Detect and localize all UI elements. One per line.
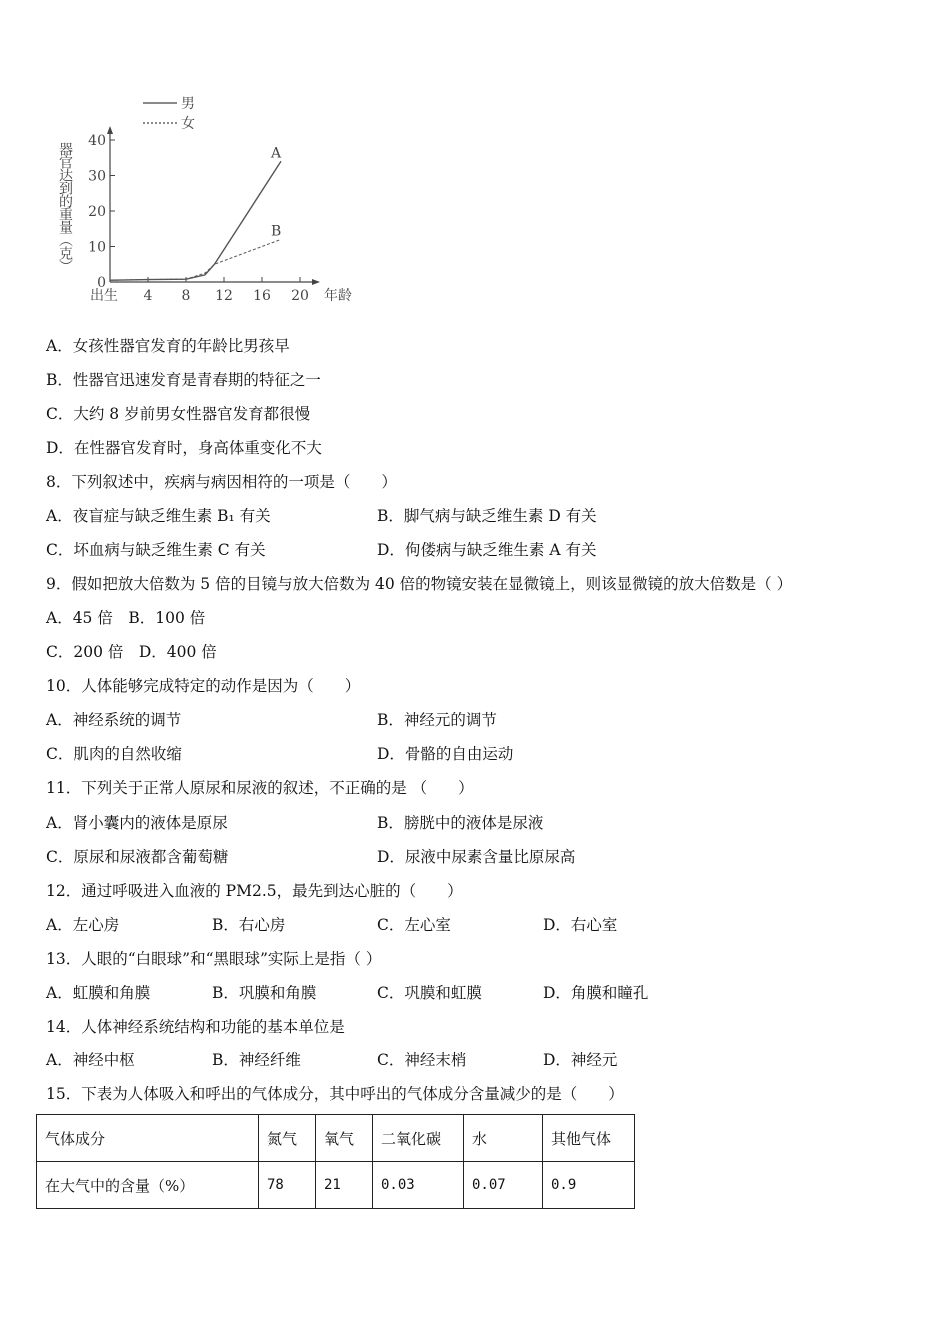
table-cell: 0.07: [464, 1162, 543, 1209]
table-header-cell: 二氧化碳: [373, 1115, 464, 1162]
series-label-a: A: [271, 145, 282, 162]
y-tick-label: 20: [88, 204, 106, 220]
legend-female: 女: [181, 116, 195, 132]
x-tick-label: 8: [181, 288, 191, 304]
y-axis-arrow: [107, 126, 113, 134]
series-label-b: B: [271, 223, 282, 240]
x-tick-label: 12: [215, 288, 233, 304]
y-tick-label: 30: [88, 168, 106, 185]
q11-option-d: D．尿液中尿素含量比原尿高: [377, 848, 576, 866]
q7-option-b: B．性器官迅速发育是青春期的特征之一: [46, 371, 321, 389]
q7-option-c: C．大约 8 岁前男女性器官发育都很慢: [46, 405, 311, 423]
series-line-b: [110, 239, 281, 280]
q8-option-a: A．夜盲症与缺乏维生素 B₁ 有关: [46, 507, 271, 525]
gas-composition-table: [36, 1114, 635, 1209]
y-axis-label: 器官达到的重量（克）: [57, 142, 73, 272]
q8-stem: 8．下列叙述中，疾病与病因相符的一项是（ ）: [46, 473, 397, 491]
q10-option-c: C．肌肉的自然收缩: [46, 745, 182, 763]
q12-stem: 12．通过呼吸进入血液的 PM2.5，最先到达心脏的（ ）: [46, 882, 463, 900]
q13-option-c: C．巩膜和虹膜: [377, 984, 482, 1002]
q8-option-c: C．坏血病与缺乏维生素 C 有关: [46, 541, 266, 559]
table-header-cell: 气体成分: [37, 1115, 259, 1162]
table-header-cell: 氮气: [259, 1115, 316, 1162]
q11-option-c: C．原尿和尿液都含葡萄糖: [46, 848, 229, 866]
x-tick-label: 4: [143, 288, 153, 304]
q13-option-d: D．角膜和瞳孔: [543, 984, 649, 1002]
q14-option-b: B．神经纤维: [212, 1051, 301, 1069]
table-header-cell: 其他气体: [543, 1115, 635, 1162]
x-tick-label: 出生: [90, 288, 118, 304]
table-cell: 在大气中的含量（%）: [37, 1162, 259, 1209]
q8-option-d: D．佝偻病与缺乏维生素 A 有关: [377, 541, 597, 559]
q11-option-a: A．肾小囊内的液体是原尿: [46, 814, 228, 832]
q12-option-c: C．左心室: [377, 916, 451, 934]
q14-option-c: C．神经末梢: [377, 1051, 467, 1069]
x-axis-arrow: [312, 279, 320, 285]
y-tick-label: 0: [97, 275, 106, 291]
table-cell: 78: [259, 1162, 316, 1209]
table-header-cell: 氧气: [316, 1115, 373, 1162]
q12-option-b: B．右心房: [212, 916, 286, 934]
legend-male: 男: [181, 96, 195, 112]
x-tick-label: 16: [253, 288, 271, 304]
table-header-cell: 水: [464, 1115, 543, 1162]
q13-stem: 13．人眼的“白眼球”和“黑眼球”实际上是指（ ）: [46, 950, 382, 968]
q9-options-cd: C．200 倍 D．400 倍: [46, 643, 217, 661]
y-tick-label: 10: [88, 239, 106, 256]
q11-stem: 11．下列关于正常人原尿和尿液的叙述，不正确的是 （ ）: [46, 779, 474, 797]
q14-stem: 14．人体神经系统结构和功能的基本单位是: [46, 1018, 345, 1036]
table-cell: 21: [316, 1162, 373, 1209]
q9-stem: 9．假如把放大倍数为 5 倍的目镜与放大倍数为 40 倍的物镜安装在显微镜上，则该显微镜的放大倍数是（ ）: [46, 575, 793, 593]
q12-option-a: A．左心房: [46, 916, 120, 934]
legend: [143, 96, 195, 132]
table-cell: 0.03: [373, 1162, 464, 1209]
table-header-row: [37, 1115, 635, 1162]
series-line-a: [110, 161, 281, 280]
q14-option-a: A．神经中枢: [46, 1051, 135, 1069]
q13-option-a: A．虹膜和角膜: [46, 984, 151, 1002]
q7-option-d: D．在性器官发育时，身高体重变化不大: [46, 439, 322, 457]
organ-weight-chart: [50, 90, 370, 315]
table-cell: 0.9: [543, 1162, 635, 1209]
x-tick-label: 20: [291, 288, 309, 304]
q8-option-b: B．脚气病与缺乏维生素 D 有关: [377, 507, 597, 525]
y-tick-label: 40: [88, 133, 106, 149]
table-row: [37, 1162, 635, 1209]
x-axis-label: 年龄: [324, 288, 352, 304]
q11-option-b: B．膀胱中的液体是尿液: [377, 814, 544, 832]
q12-option-d: D．右心室: [543, 916, 618, 934]
q13-option-b: B．巩膜和角膜: [212, 984, 317, 1002]
q10-option-d: D．骨骼的自由运动: [377, 745, 514, 763]
q7-option-a: A．女孩性器官发育的年龄比男孩早: [46, 337, 290, 355]
q9-options-ab: A．45 倍 B．100 倍: [46, 609, 206, 627]
q10-stem: 10．人体能够完成特定的动作是因为（ ）: [46, 677, 361, 695]
q14-option-d: D．神经元: [543, 1051, 618, 1069]
q10-option-a: A．神经系统的调节: [46, 711, 182, 729]
q10-option-b: B．神经元的调节: [377, 711, 497, 729]
q15-stem: 15．下表为人体吸入和呼出的气体成分，其中呼出的气体成分含量减少的是（ ）: [46, 1085, 624, 1103]
